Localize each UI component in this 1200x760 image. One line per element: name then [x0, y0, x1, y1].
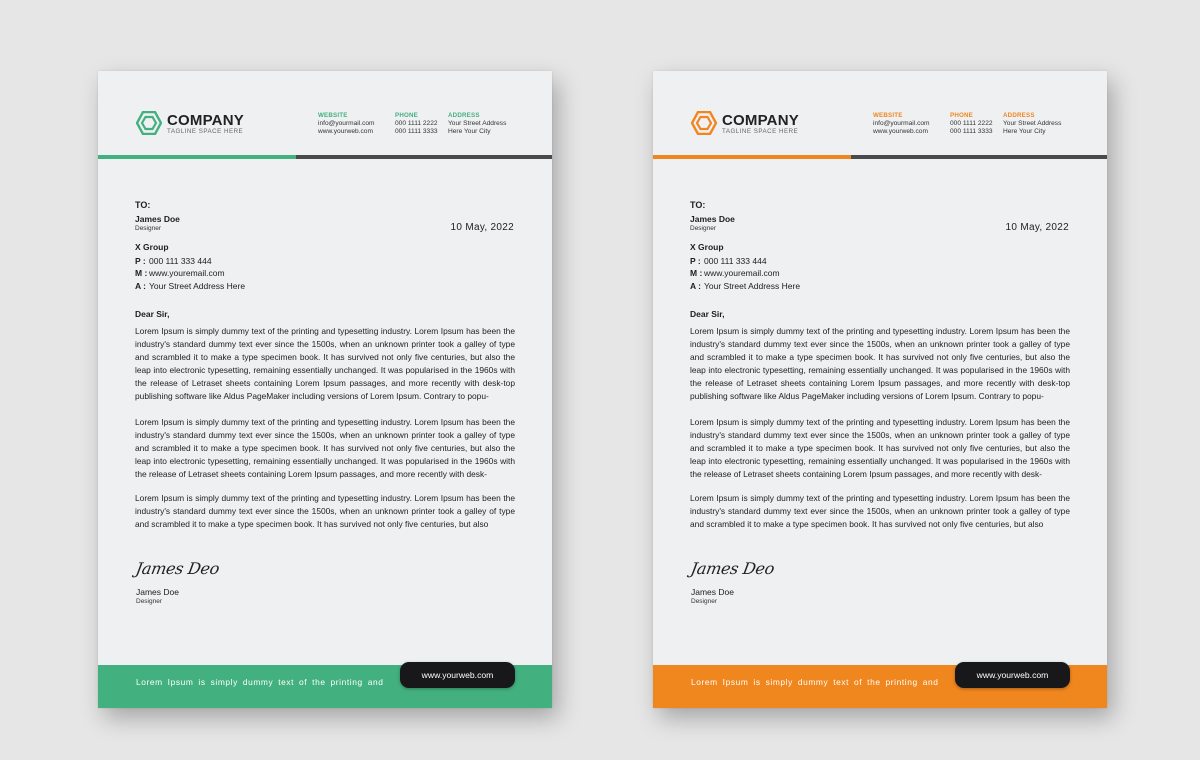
email-value: www.youremail.com [704, 268, 780, 278]
email-key: M : [135, 268, 148, 278]
salutation: Dear Sir, [690, 309, 725, 319]
website-email: info@yourmail.com [318, 120, 375, 127]
company-name: COMPANY [722, 112, 799, 129]
signature: James Deo [134, 559, 221, 578]
recipient-company: X Group [690, 242, 724, 252]
website-label: WEBSITE [318, 112, 348, 119]
address-line-1: Your Street Address [448, 120, 507, 127]
body-paragraph-2: Lorem Ipsum is simply dummy text of the printing and typesetting industry. Lorem Ipsum has been the industry's standard dummy text ever since the 1500s, when an unknown printer took a galley of type and scrambled it to make a type specimen book. It has survived not only five centuries, but also the leap into electronic typesetting, remaining essentially unchanged. It was popularised in the 1960s with the release of Letraset sheets containing Lorem Ipsum passages, and more recently with desk- [135, 417, 515, 479]
address-label: ADDRESS [1003, 112, 1035, 119]
contact-address-line [135, 281, 245, 291]
website-column [873, 112, 930, 136]
address-label: ADDRESS [448, 112, 480, 119]
email-value: www.youremail.com [149, 268, 225, 278]
body-paragraph-3: Lorem Ipsum is simply dummy text of the printing and typesetting industry. Lorem Ipsum has been the industry's standard dummy text ever since the 1500s, when an unknown printer took a galley of type and scrambled it to make a type specimen book. It has survived not only five centuries, but also [690, 493, 1070, 529]
phone-number-2: 000 1111 3333 [395, 128, 438, 135]
website-column [318, 112, 375, 136]
header-accent-bar [98, 155, 296, 159]
footer-bar [98, 665, 552, 708]
company-name: COMPANY [167, 112, 244, 129]
address-line-2: Here Your City [448, 128, 491, 135]
recipient-role: Designer [690, 225, 717, 232]
contact-email-line [135, 268, 225, 278]
recipient-role: Designer [135, 225, 162, 232]
phone-key: P : [690, 256, 701, 266]
letterhead-orange [653, 71, 1107, 708]
address-column [1003, 112, 1061, 136]
header-dark-bar [851, 155, 1107, 159]
signer-name: James Doe [691, 587, 734, 597]
website-email: info@yourmail.com [873, 120, 930, 127]
body-paragraph-3: Lorem Ipsum is simply dummy text of the printing and typesetting industry. Lorem Ipsum has been the industry's standard dummy text ever since the 1500s, when an unknown printer took a galley of type and scrambled it to make a type specimen book. It has survived not only five centuries, but also [135, 493, 515, 529]
phone-key: P : [135, 256, 146, 266]
header-accent-bar [653, 155, 851, 159]
contact-email-line [690, 268, 780, 278]
letter-date: 10 May, 2022 [1005, 222, 1069, 233]
company-tagline: TAGLINE SPACE HERE [722, 128, 799, 135]
address-value: Your Street Address Here [704, 281, 801, 291]
letter-date: 10 May, 2022 [450, 222, 514, 233]
address-value: Your Street Address Here [149, 281, 246, 291]
signer-name: James Doe [136, 587, 179, 597]
phone-value: 000 111 333 444 [704, 256, 767, 266]
contact-phone-line [135, 256, 212, 266]
contact-phone-line [690, 256, 767, 266]
address-line-2: Here Your City [1003, 128, 1046, 135]
header-dark-bar [296, 155, 552, 159]
body-paragraph-1: Lorem Ipsum is simply dummy text of the printing and typesetting industry. Lorem Ipsum has been the industry's standard dummy text ever since the 1500s, when an unknown printer took a galley of type and scrambled it to make a type specimen book. It has survived not only five centuries, but also the leap into electronic typesetting, remaining essentially unchanged. It was popularised in the 1960s with the release of Letraset sheets containing Lorem Ipsum passages, and more recently with desk-top publishing software like Aldus PageMaker including versions of Lorem Ipsum. Contrary to popu- [690, 326, 1070, 401]
contact-address-line [690, 281, 800, 291]
footer-text: Lorem Ipsum is simply dummy text of the printing and [691, 677, 939, 687]
footer-website-link[interactable]: www.yourweb.com [400, 662, 515, 688]
to-label: TO: [135, 200, 151, 210]
recipient-name: James Doe [690, 214, 735, 224]
to-label: TO: [690, 200, 706, 210]
phone-number-1: 000 1111 2222 [395, 120, 438, 127]
phone-column [950, 112, 993, 136]
body-paragraph-1: Lorem Ipsum is simply dummy text of the printing and typesetting industry. Lorem Ipsum has been the industry's standard dummy text ever since the 1500s, when an unknown printer took a galley of type and scrambled it to make a type specimen book. It has survived not only five centuries, but also the leap into electronic typesetting, remaining essentially unchanged. It was popularised in the 1960s with the release of Letraset sheets containing Lorem Ipsum passages, and more recently with desk-top publishing software like Aldus PageMaker including versions of Lorem Ipsum. Contrary to popu- [135, 326, 515, 401]
address-line-1: Your Street Address [1003, 120, 1062, 127]
signer-role: Designer [691, 598, 718, 605]
salutation: Dear Sir, [135, 309, 170, 319]
hexagon-logo-icon [136, 111, 162, 135]
footer-website-link[interactable]: www.yourweb.com [955, 662, 1070, 688]
signer-role: Designer [136, 598, 163, 605]
email-key: M : [690, 268, 703, 278]
footer-bar [653, 665, 1107, 708]
footer-text: Lorem Ipsum is simply dummy text of the printing and [136, 677, 384, 687]
address-key: A : [690, 281, 702, 291]
phone-label: PHONE [950, 112, 974, 119]
phone-label: PHONE [395, 112, 419, 119]
phone-value: 000 111 333 444 [149, 256, 212, 266]
phone-column [395, 112, 438, 136]
body-paragraph-2: Lorem Ipsum is simply dummy text of the printing and typesetting industry. Lorem Ipsum has been the industry's standard dummy text ever since the 1500s, when an unknown printer took a galley of type and scrambled it to make a type specimen book. It has survived not only five centuries, but also the leap into electronic typesetting, remaining essentially unchanged. It was popularised in the 1960s with the release of Letraset sheets containing Lorem Ipsum passages, and more recently with desk- [690, 417, 1070, 479]
website-label: WEBSITE [873, 112, 903, 119]
signature: James Deo [689, 559, 776, 578]
recipient-company: X Group [135, 242, 169, 252]
hexagon-logo-icon [691, 111, 717, 135]
phone-number-1: 000 1111 2222 [950, 120, 993, 127]
recipient-name: James Doe [135, 214, 180, 224]
website-url: www.yourweb.com [318, 128, 373, 135]
address-column [448, 112, 506, 136]
letterhead-green [98, 71, 552, 708]
website-url: www.yourweb.com [873, 128, 928, 135]
phone-number-2: 000 1111 3333 [950, 128, 993, 135]
company-tagline: TAGLINE SPACE HERE [167, 128, 244, 135]
address-key: A : [135, 281, 147, 291]
